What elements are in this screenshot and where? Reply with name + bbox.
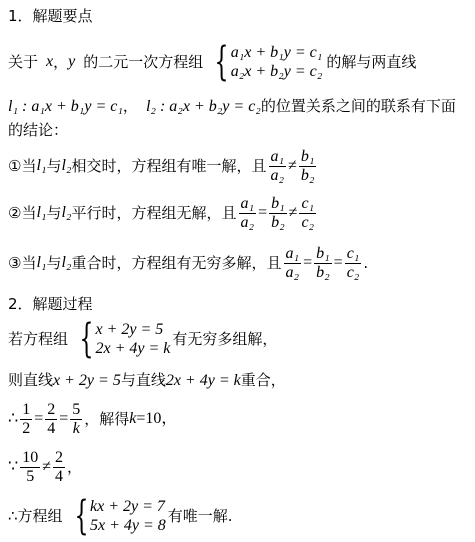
section1-heading: 1．解题要点 [8,7,93,25]
ratio-line: ∴ $\frac{1}{2}$ = $\frac{2}{4}$ = $\frac{5}{k}$ ，解得 k =10， [8,400,178,437]
case-parallel: ②当 l₁ 与 l₂ 平行时，方程组无解，且 $\frac{\text{a₁}}{\text{a₂}}$ = $\frac{\text{b₁}}{\text{b₂}}$ ≠ $\frac{\text{c₁}}{\text{c₂}}$ [8,194,315,231]
given-system: { x + 2y = 5 2x + 4y = k [79,316,171,362]
general-system: { a₁x + b₁y = c₁ a₂x + b₂y = c₂ [214,39,323,85]
section2-heading: 2．解题过程 [8,295,93,313]
brace-icon: { [214,39,229,85]
case-coincide: ③当 l₁ 与 l₂ 重合时，方程组有无穷多解，且 $\frac{\text{a₁}}{\text{a₂}}$ = $\frac{\text{b₁}}{\text{b₂}}$ = $\frac{\text{c₁}}{\text{c₂}}$ . [8,244,369,281]
coincide-line: 则直线x + 2y = 5与直线2x + 4y = k重合， [8,371,286,389]
final-system-line: ∴方程组 { kx + 2y = 7 5x + 4y = 8 有唯一解. [8,493,233,539]
intro-line: 关于 x ， y 的二元一次方程组 { a₁x + b₁y = c₁ a₂x + b₂y = c₂ 的解与两直线 [8,39,417,85]
brace-icon: { [74,493,88,539]
brace-icon: { [79,316,94,362]
given-system-line: 若方程组 { x + 2y = 5 2x + 4y = k 有无穷多组解， [8,316,278,362]
conclusion-label: 的结论： [8,121,69,139]
final-system: { kx + 2y = 7 5x + 4y = 8 [74,493,166,539]
check-line: ∵ $\frac{10}{5}$ ≠ $\frac{2}{4}$ ， [8,448,82,485]
lines-definition: l₁ : a₁x + b₁y = c₁， l₂ : a₂x + b₂y = c₂的位置关系之间的联系有下面 [8,97,456,115]
case-intersect: ①当 l₁ 与 l₂ 相交时，方程组有唯一解，且 $\frac{\text{a₁}}{\text{a₂}}$ ≠ $\frac{\text{b₁}}{\text{b₂}}$ [8,147,315,184]
